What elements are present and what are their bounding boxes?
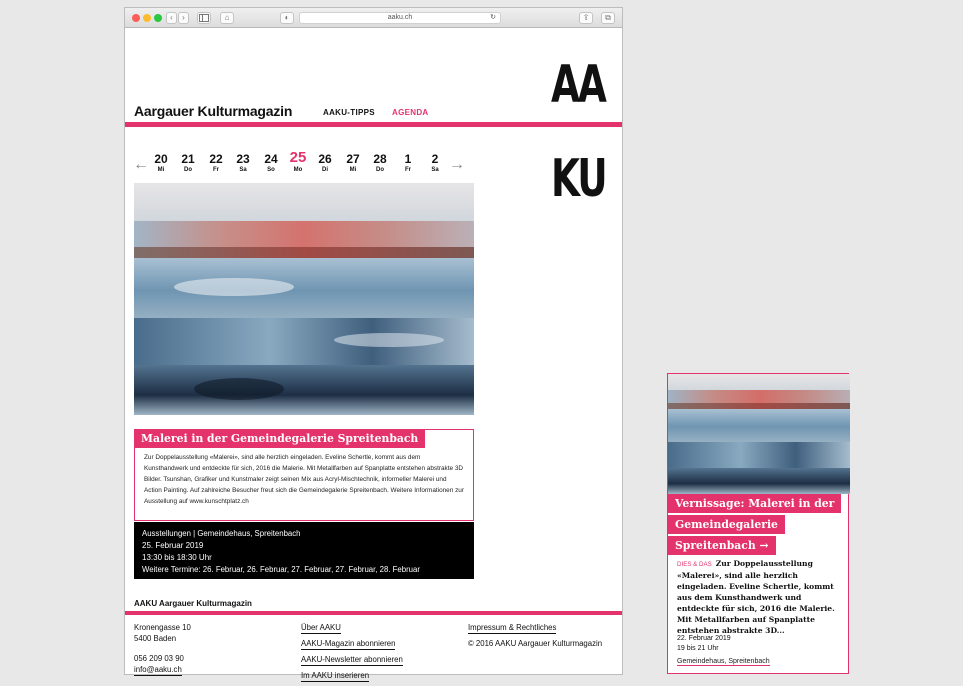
footer-legal [468, 622, 602, 649]
mobile-teaser-text: Zur Doppelausstellung «Malerei», sind alle herzlich eingeladen. Eveline Schertle, kommt aus dem Kunsthandwerk und entdeckte für sich, 2016 die Malerie. Mit Metallfarben auf Spanplatte entstehen abstrakte 3D... [677, 559, 835, 635]
back-icon[interactable]: ‹ [166, 12, 177, 24]
article-title[interactable]: Malerei in der Gemeindegalerie Spreitenbach [134, 429, 425, 448]
minimize-window-button[interactable] [143, 14, 151, 22]
footer-divider [125, 611, 622, 615]
event-time: 13:30 bis 18:30 Uhr [142, 553, 212, 562]
logo-line-1: AA [551, 55, 605, 115]
footer-link-ueber-aaku[interactable]: Über AAKU [301, 623, 341, 632]
date-item-selected[interactable]: 25 Mo [289, 149, 307, 173]
footer-link-magazin-abonnieren[interactable]: AAKU-Magazin abonnieren [301, 639, 396, 648]
shield-icon[interactable]: ◐ [280, 12, 294, 24]
address-city: 5400 Baden [134, 634, 177, 643]
sidebar-icon[interactable] [197, 12, 211, 24]
forward-icon[interactable]: › [178, 12, 189, 24]
date-item[interactable]: 23 Sa [236, 152, 250, 173]
web-page [125, 28, 622, 680]
next-arrow-icon[interactable]: → [449, 156, 465, 173]
article-description: Zur Doppelausstellung «Malerei», sind alle herzlich eingeladen. Eveline Schertle, kommt aus dem Kunsthandwerk und entdeckte für sich, 2016 die Malerie. Mit Metallfarben auf Spanplatte entstehen abstrakte 3D Bilder. Tsunshan, Grafiker und Kunstmaler zeigt seinen Mix aus Acryl-Mischtechnik, informeller Malerei und Action Painting. Auf zahlreiche Besucher freut sich die Gemeindegalerie Spreitenbach. Weitere Informationen zur Ausstellung auf www.kunschtplatz.ch [144, 454, 464, 505]
nav-aaku-tipps[interactable]: AAKU-TIPPS [323, 108, 375, 117]
mobile-teaser [677, 558, 845, 636]
share-icon[interactable]: ⇪ [579, 12, 593, 24]
footer-contact [134, 622, 191, 680]
close-window-button[interactable] [132, 14, 140, 22]
mobile-date-block [677, 634, 731, 654]
mobile-title-line-1: Vernissage: Malerei in der [668, 494, 841, 513]
mobile-event-image[interactable] [668, 374, 850, 494]
maximize-window-button[interactable] [154, 14, 162, 22]
event-image[interactable] [134, 183, 474, 415]
date-item[interactable]: 21 Do [181, 152, 195, 173]
footer-link-inserieren[interactable]: Im AAKU inserieren [301, 671, 370, 680]
date-item[interactable]: 1 Fr [404, 152, 412, 173]
nav-agenda[interactable]: AGENDA [392, 108, 429, 117]
date-item[interactable]: 2 Sa [431, 152, 439, 173]
aaku-logo[interactable] [551, 55, 606, 209]
email-link[interactable]: info@aaku.ch [134, 665, 182, 674]
event-date: 25. Februar 2019 [142, 541, 204, 550]
mobile-date: 22. Februar 2019 [677, 635, 731, 642]
home-icon[interactable]: ⌂ [220, 12, 234, 24]
event-more-dates: Weitere Termine: 26. Februar, 26. Februar, 27. Februar, 27. Februar, 28. Februar [142, 565, 420, 574]
mobile-event-card[interactable] [667, 373, 849, 674]
date-item[interactable]: 27 Mi [346, 152, 360, 173]
mobile-place-link[interactable]: Gemeindehaus, Spreitenbach [677, 658, 770, 665]
tabs-icon[interactable]: ⧉ [601, 12, 615, 24]
event-details [134, 522, 474, 579]
impressum-link[interactable]: Impressum & Rechtliches [468, 623, 557, 632]
header-divider [125, 122, 622, 127]
date-item[interactable]: 26 Di [318, 152, 332, 173]
date-item[interactable]: 24 So [264, 152, 278, 173]
phone-number: 056 209 03 90 [134, 654, 184, 663]
date-item[interactable]: 28 Do [373, 152, 387, 173]
mobile-title-line-2: Gemeindegalerie [668, 515, 785, 534]
footer-links [301, 622, 403, 686]
footer-link-newsletter-abonnieren[interactable]: AAKU-Newsletter abonnieren [301, 655, 403, 664]
previous-arrow-icon[interactable]: ← [133, 156, 149, 173]
event-category-place: Ausstellungen | Gemeindehaus, Spreitenbach [142, 529, 301, 538]
date-item[interactable]: 20 Mi [154, 152, 168, 173]
reload-icon[interactable]: ↻ [490, 14, 496, 21]
logo-line-2: KU [551, 149, 606, 209]
footer-title: AAKU Aargauer Kulturmagazin [134, 599, 252, 608]
copyright-text: © 2016 AAKU Aargauer Kulturmagazin [468, 639, 603, 648]
url-text: aaku.ch [387, 14, 413, 21]
browser-window [124, 7, 623, 680]
address-street: Kronengasse 10 [134, 623, 191, 632]
mobile-title[interactable] [668, 494, 850, 557]
address-bar[interactable] [299, 12, 501, 24]
date-item[interactable]: 22 Fr [209, 152, 223, 173]
mobile-time: 19 bis 21 Uhr [677, 645, 719, 652]
mobile-title-line-3: Spreitenbach → [668, 536, 776, 555]
mobile-category[interactable]: DIES & DAS [677, 561, 712, 568]
site-title[interactable]: Aargauer Kulturmagazin [134, 103, 293, 119]
browser-toolbar [125, 8, 622, 28]
